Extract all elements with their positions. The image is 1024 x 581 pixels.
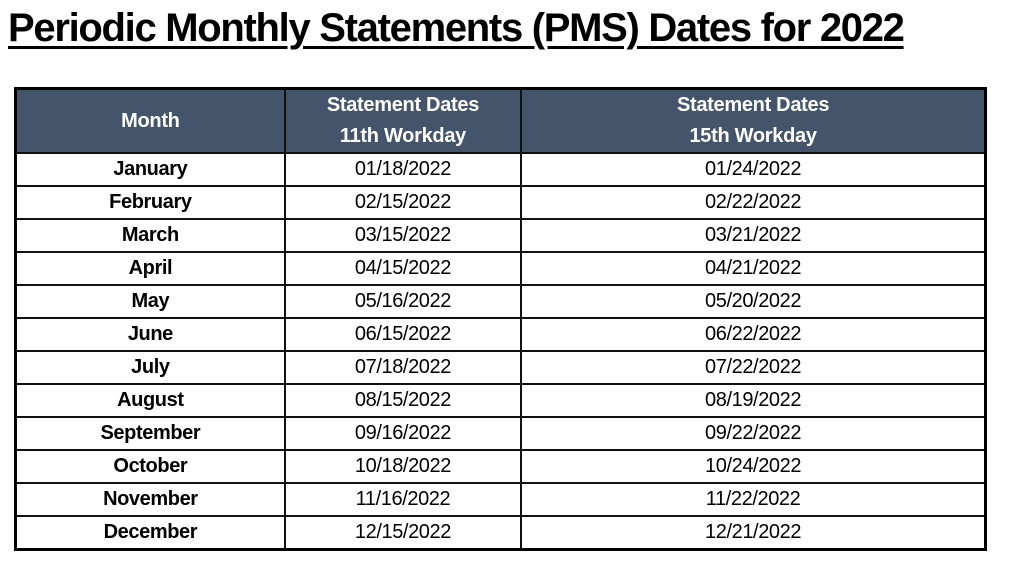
date-11th-workday-cell: 10/18/2022	[285, 450, 521, 483]
date-11th-workday-cell: 04/15/2022	[285, 252, 521, 285]
month-cell: March	[16, 219, 285, 252]
table-row	[16, 351, 986, 384]
month-cell: November	[16, 483, 285, 516]
header-11th-workday	[285, 89, 521, 154]
date-15th-workday-cell: 07/22/2022	[521, 351, 985, 384]
table-row	[16, 417, 986, 450]
month-cell: January	[16, 153, 285, 186]
pms-dates-table	[14, 87, 987, 551]
date-15th-workday-cell: 03/21/2022	[521, 219, 985, 252]
date-11th-workday-cell: 09/16/2022	[285, 417, 521, 450]
date-11th-workday-cell: 01/18/2022	[285, 153, 521, 186]
date-15th-workday-cell: 01/24/2022	[521, 153, 985, 186]
page-title: Periodic Monthly Statements (PMS) Dates for 2022	[8, 6, 904, 50]
table-row	[16, 318, 986, 351]
header-month	[16, 89, 285, 154]
date-15th-workday-cell: 11/22/2022	[521, 483, 985, 516]
table-row	[16, 285, 986, 318]
date-15th-workday-cell: 08/19/2022	[521, 384, 985, 417]
date-11th-workday-cell: 05/16/2022	[285, 285, 521, 318]
date-11th-workday-cell: 03/15/2022	[285, 219, 521, 252]
header-line1: Statement Dates	[676, 94, 830, 116]
month-cell: May	[16, 285, 285, 318]
month-cell: June	[16, 318, 285, 351]
header-month-label: Month	[121, 109, 180, 132]
date-11th-workday-cell: 12/15/2022	[285, 516, 521, 550]
table-row	[16, 252, 986, 285]
month-cell: December	[16, 516, 285, 550]
date-11th-workday-cell: 07/18/2022	[285, 351, 521, 384]
date-15th-workday-cell: 12/21/2022	[521, 516, 985, 550]
date-15th-workday-cell: 09/22/2022	[521, 417, 985, 450]
header-15th-workday	[521, 89, 985, 154]
month-cell: February	[16, 186, 285, 219]
date-15th-workday-cell: 02/22/2022	[521, 186, 985, 219]
date-15th-workday-cell: 06/22/2022	[521, 318, 985, 351]
table-row	[16, 153, 986, 186]
table-row	[16, 384, 986, 417]
date-15th-workday-cell: 05/20/2022	[521, 285, 985, 318]
date-11th-workday-cell: 11/16/2022	[285, 483, 521, 516]
month-cell: August	[16, 384, 285, 417]
header-row	[16, 89, 986, 154]
table-row	[16, 483, 986, 516]
month-cell: July	[16, 351, 285, 384]
header-line2: 11th Workday	[339, 125, 466, 147]
table-row	[16, 516, 986, 550]
date-15th-workday-cell: 04/21/2022	[521, 252, 985, 285]
date-11th-workday-cell: 08/15/2022	[285, 384, 521, 417]
date-15th-workday-cell: 10/24/2022	[521, 450, 985, 483]
table-row	[16, 219, 986, 252]
table-row	[16, 186, 986, 219]
month-cell: September	[16, 417, 285, 450]
month-cell: April	[16, 252, 285, 285]
date-11th-workday-cell: 06/15/2022	[285, 318, 521, 351]
table-row	[16, 450, 986, 483]
header-line2: 15th Workday	[689, 125, 817, 147]
month-cell: October	[16, 450, 285, 483]
date-11th-workday-cell: 02/15/2022	[285, 186, 521, 219]
header-line1: Statement Dates	[326, 94, 480, 116]
